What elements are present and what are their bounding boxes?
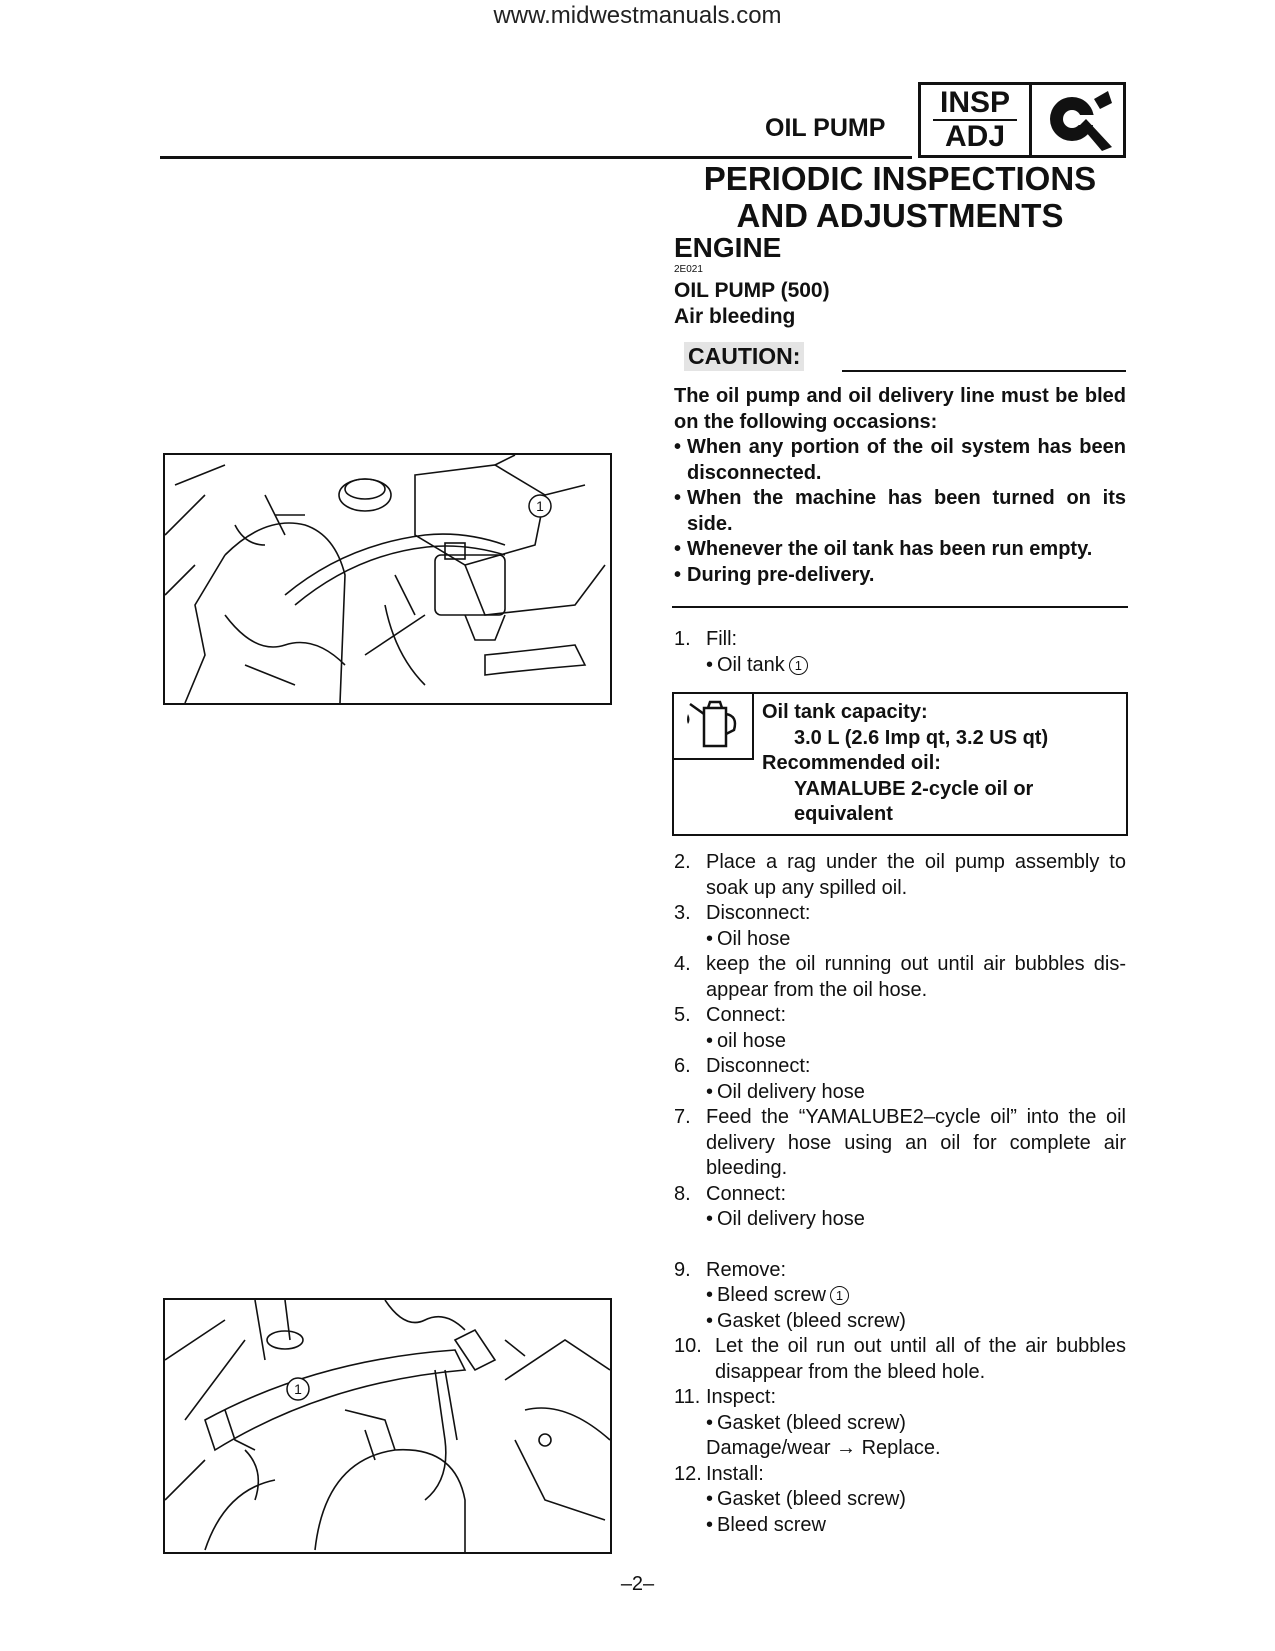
step-text: Connect:	[706, 1004, 787, 1026]
step-text: Disconnect:	[706, 902, 811, 924]
figure-callout	[527, 493, 553, 519]
step-3	[674, 901, 1126, 927]
caution-bullet: • During pre-delivery.	[674, 563, 1126, 589]
step-text: Connect:	[706, 1182, 787, 1205]
callout-1: 1	[830, 1286, 849, 1305]
title-line1: PERIODIC INSPECTIONS	[703, 160, 1097, 197]
step-5-sub	[674, 1029, 1126, 1055]
step-12	[674, 1462, 1126, 1488]
page-title	[672, 160, 1128, 234]
step-6	[674, 1054, 1126, 1080]
step-text: Fill:	[706, 628, 738, 650]
step-number: 4.	[674, 953, 691, 975]
step-text: Let the oil run out until all of the air bubbles disappear from the bleed hole.	[715, 1335, 1126, 1383]
sub-text: • Oil delivery hose	[706, 1080, 1126, 1106]
step-number: 6.	[674, 1055, 691, 1077]
step-number: 8.	[674, 1182, 691, 1205]
sub-text: Oil tank	[717, 653, 785, 676]
spec-value-capacity: 3.0 L (2.6 Imp qt, 3.2 US qt)	[794, 726, 1049, 749]
sub-text: • Bleed screw	[706, 1513, 1126, 1539]
step-11-note: Damage/wear → Replace.	[706, 1437, 941, 1459]
step-12-sub	[674, 1487, 1126, 1513]
header-rule	[160, 156, 912, 159]
step-number: 3.	[674, 902, 691, 924]
caution-end-rule	[672, 606, 1128, 608]
step-number: 10.	[674, 1335, 702, 1357]
step-number: 7.	[674, 1106, 691, 1128]
step-number: 11.	[674, 1386, 701, 1408]
spec-box	[672, 692, 1128, 836]
figure-oil-tank	[163, 453, 612, 705]
engine-heading: ENGINE	[674, 232, 782, 263]
figure-callout	[285, 1376, 311, 1402]
spec-label-capacity: Oil tank capacity:	[762, 701, 928, 723]
figure-callout-text: 1	[536, 498, 544, 514]
step-9-sub	[674, 1283, 1126, 1309]
title-line2: AND ADJUSTMENTS	[736, 197, 1064, 234]
sub-text: • Oil hose	[706, 927, 1126, 953]
sub-text: • Gasket (bleed screw)	[706, 1309, 1126, 1335]
step-2	[674, 850, 1126, 901]
caution-bullet: • When any portion of the oil system has been disconnected.	[674, 435, 1126, 486]
step-3-sub	[674, 927, 1126, 953]
badge-text	[921, 85, 1032, 157]
subheadings	[674, 278, 830, 330]
caution-rule	[842, 370, 1126, 372]
air-bleeding-heading: Air bleeding	[674, 305, 796, 328]
step-10	[674, 1334, 1126, 1385]
section-label: OIL PUMP	[765, 114, 886, 142]
step-text: Install:	[706, 1462, 764, 1485]
watermark-url: www.midwestmanuals.com	[493, 2, 782, 29]
sub-text: • oil hose	[706, 1029, 1126, 1055]
step-11-sub	[674, 1411, 1126, 1437]
figure-bleed-screw	[163, 1298, 612, 1554]
step-number: 5.	[674, 1004, 691, 1026]
step-text: Place a rag under the oil pump assembly to soak up any spilled oil.	[706, 851, 1126, 899]
section-code: 2E021	[674, 264, 703, 275]
caution-bullet: • When the machine has been turned on its side.	[674, 486, 1126, 537]
callout-1: 1	[789, 656, 808, 675]
step-text: Feed the “YAMALUBE2–cycle oil” into the oil delivery hose using an oil for complete air bleeding.	[706, 1106, 1126, 1179]
badge-line2: ADJ	[944, 120, 1005, 153]
step-text: Inspect:	[706, 1386, 777, 1408]
figure-callout-text: 1	[294, 1381, 302, 1397]
step-12-sub	[674, 1513, 1126, 1539]
spacer	[674, 1233, 1126, 1258]
step-text: Remove:	[706, 1258, 787, 1281]
step-8-sub	[674, 1207, 1126, 1233]
step-number: 2.	[674, 851, 691, 873]
spec-label-oil: Recommended oil:	[762, 752, 941, 774]
procedure-steps	[674, 627, 1126, 1538]
step-number: 1.	[674, 628, 691, 650]
step-1	[674, 627, 1126, 653]
step-4	[674, 952, 1126, 1003]
step-number: 12.	[674, 1462, 702, 1485]
step-6-sub	[674, 1080, 1126, 1106]
caution-body	[674, 384, 1126, 588]
step-5	[674, 1003, 1126, 1029]
caution-intro: The oil pump and oil delivery line must be bled on the following occasions:	[674, 385, 1126, 433]
sub-text: • Oil delivery hose	[706, 1207, 1126, 1233]
badge-line1: INSP	[933, 87, 1017, 121]
insp-adj-badge	[918, 82, 1126, 158]
sub-text: • Gasket (bleed screw)	[706, 1487, 1126, 1513]
bleed-screw-illustration	[165, 1300, 610, 1552]
page-number: –2–	[620, 1573, 655, 1595]
caution-bullet: • Whenever the oil tank has been run empty.	[674, 537, 1126, 563]
wrench-inspection-icon	[1032, 85, 1123, 155]
spec-value-oil: YAMALUBE 2-cycle oil or	[794, 777, 1034, 800]
step-text: Disconnect:	[706, 1055, 811, 1077]
step-7	[674, 1105, 1126, 1182]
sub-text: • Gasket (bleed screw)	[706, 1411, 1126, 1437]
sub-text: Bleed screw	[717, 1284, 826, 1306]
step-11	[674, 1385, 1126, 1411]
oil-pump-heading: OIL PUMP (500)	[674, 279, 830, 302]
oil-can-icon	[674, 694, 754, 760]
spec-value-oil-2: equivalent	[794, 803, 893, 825]
step-text: keep the oil running out until air bubbles dis-appear from the oil hose.	[706, 953, 1126, 1001]
step-9-sub	[674, 1309, 1126, 1335]
step-number: 9.	[674, 1258, 691, 1281]
spec-text	[762, 700, 1048, 828]
step-9	[674, 1258, 1126, 1284]
step-8	[674, 1182, 1126, 1208]
caution-label: CAUTION:	[684, 342, 804, 371]
step-1-sub	[674, 653, 1126, 679]
